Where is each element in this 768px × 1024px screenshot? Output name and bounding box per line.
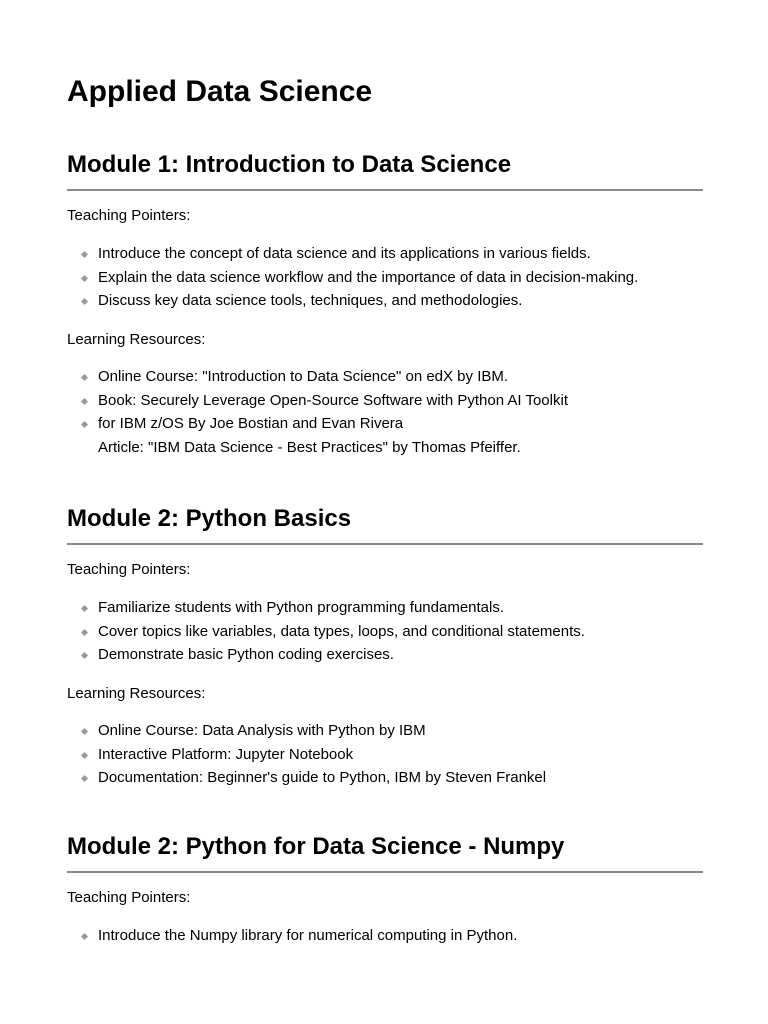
- teaching-pointers-label: Teaching Pointers:: [67, 561, 191, 578]
- bullet-icon: [81, 298, 88, 305]
- learning-resources-label: Learning Resources:: [67, 685, 206, 702]
- list-item: Discuss key data science tools, techniques, and methodologies.: [67, 292, 703, 310]
- list-item: Explain the data science workflow and the importance of data in decision-making.: [67, 269, 703, 287]
- list-item: for IBM z/OS By Joe Bostian and Evan Rivera: [67, 415, 703, 433]
- document-title: Applied Data Science: [67, 75, 373, 108]
- bullet-icon: [81, 374, 88, 381]
- bullet-icon: [81, 628, 88, 635]
- bullet-icon: [81, 775, 88, 782]
- teaching-pointers-list: [67, 245, 703, 316]
- bullet-icon: [81, 652, 88, 659]
- heading-divider: [67, 543, 703, 545]
- learning-resources-list: [67, 722, 703, 793]
- learning-resources-label: Learning Resources:: [67, 331, 206, 348]
- teaching-pointers-label: Teaching Pointers:: [67, 207, 191, 224]
- bullet-icon: [81, 274, 88, 281]
- teaching-pointers-list: [67, 599, 703, 670]
- list-item: Cover topics like variables, data types, loops, and conditional statements.: [67, 623, 703, 641]
- list-item: Online Course: Data Analysis with Python by IBM: [67, 722, 703, 740]
- learning-resources-list: [67, 368, 703, 462]
- module-3-section: [67, 832, 703, 873]
- module-1-section: [67, 150, 703, 191]
- list-item: Article: "IBM Data Science - Best Practices" by Thomas Pfeiffer.: [98, 438, 521, 456]
- bullet-icon: [81, 933, 88, 940]
- module-heading: Module 2: Python for Data Science - Numpy: [67, 833, 565, 860]
- bullet-icon: [81, 251, 88, 258]
- list-item: Demonstrate basic Python coding exercises.: [67, 646, 703, 664]
- bullet-icon: [81, 397, 88, 404]
- bullet-icon: [81, 751, 88, 758]
- bullet-icon: [81, 605, 88, 612]
- module-2-section: [67, 504, 703, 545]
- module-heading: Module 1: Introduction to Data Science: [67, 151, 512, 178]
- list-item: Online Course: "Introduction to Data Science" on edX by IBM.: [67, 368, 703, 386]
- list-item: Book: Securely Leverage Open-Source Software with Python AI Toolkit: [67, 392, 703, 410]
- list-item: Introduce the Numpy library for numerical computing in Python.: [67, 927, 703, 945]
- bullet-icon: [81, 421, 88, 428]
- list-item: Introduce the concept of data science and its applications in various fields.: [67, 245, 703, 263]
- teaching-pointers-label: Teaching Pointers:: [67, 889, 191, 906]
- list-item: Interactive Platform: Jupyter Notebook: [67, 746, 703, 764]
- heading-divider: [67, 871, 703, 873]
- list-item: Documentation: Beginner's guide to Python, IBM by Steven Frankel: [67, 769, 703, 787]
- heading-divider: [67, 189, 703, 191]
- teaching-pointers-list: [67, 927, 703, 951]
- list-item: Familiarize students with Python programming fundamentals.: [67, 599, 703, 617]
- bullet-icon: [81, 728, 88, 735]
- module-heading: Module 2: Python Basics: [67, 505, 352, 532]
